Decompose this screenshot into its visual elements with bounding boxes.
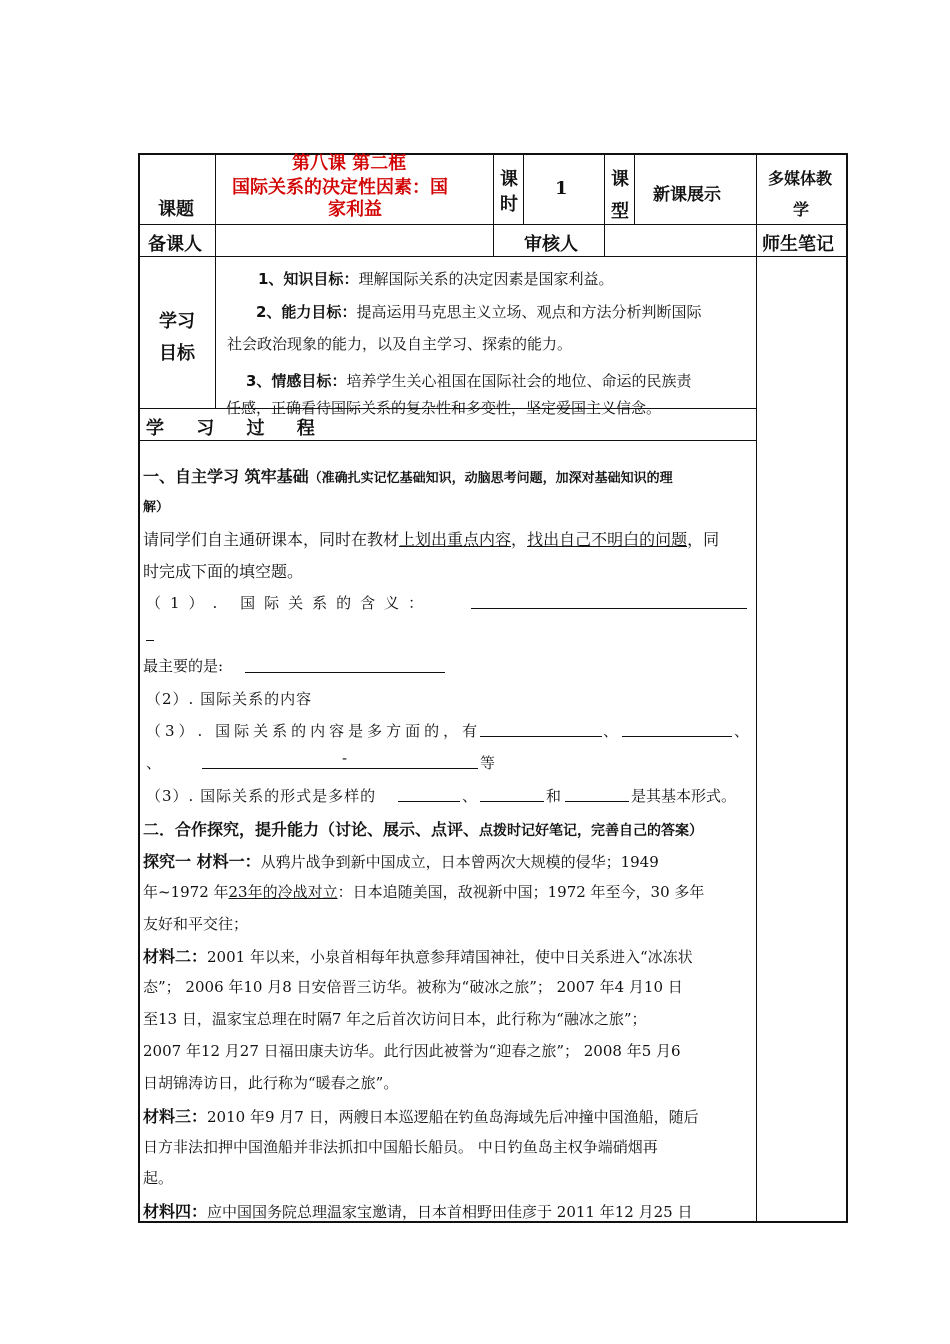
notes-label: 师生笔记	[762, 234, 834, 255]
material1-line2-pre: 年~1972 年	[143, 883, 229, 901]
material2-line4: 2007 年12 月27 日福田康夫访华。此行因此被誉为“迎春之旅”； 2008 年5 月6	[143, 1042, 681, 1060]
reviewer-label: 审核人	[524, 234, 578, 255]
question-1-dash	[146, 630, 154, 641]
rule-title-right	[493, 154, 494, 256]
question-3-blank-3	[202, 768, 478, 769]
instruction-line1	[143, 527, 719, 550]
material1-line1	[143, 849, 659, 872]
question-3-dash: -	[342, 749, 348, 767]
question-1-blank	[471, 608, 747, 609]
question-3-blank-1	[480, 736, 602, 737]
instruction-post: ，同	[687, 530, 720, 549]
instruction-line2: 时完成下面的填空题。	[143, 562, 304, 581]
objective-emotion	[246, 370, 691, 391]
material4-label: 材料四：	[143, 1202, 208, 1221]
objective-emotion-label: 3、情感目标：	[246, 372, 347, 390]
question-4-blank-1	[398, 801, 460, 802]
question-4-sep-1: 、	[462, 787, 478, 805]
process-heading	[146, 414, 328, 440]
rule-under-preparer	[139, 256, 847, 257]
question-3-blank-2	[622, 736, 732, 737]
objective-emotion-line2: 任感，正确看待国际关系的复杂性和多变性，坚定爱国主义信念。	[226, 399, 662, 417]
hours-label-1: 课	[500, 169, 518, 190]
media-line2: 学	[793, 200, 810, 219]
question-2: （2）. 国际关系的内容	[146, 690, 313, 708]
question-1: （1）. 国际关系的含义：	[146, 594, 433, 612]
lesson-title-line2: 国际关系的决定性因素：国	[232, 177, 448, 198]
material1-line2-post: ：日本追随美国，敌视新中国；1972 年至今，30 多年	[337, 883, 705, 901]
material2-line5: 日胡锦涛访日，此行称为“暖春之旅”。	[143, 1074, 399, 1092]
material2-label: 材料二：	[143, 947, 208, 966]
rule-hours-label-right	[523, 154, 524, 224]
objectives-label-line1: 学习	[159, 311, 195, 332]
question-3-sep-2: 、	[734, 722, 750, 740]
question-3-etc: 等	[480, 754, 496, 772]
objective-knowledge-label: 1、知识目标：	[258, 270, 359, 288]
objective-ability-line2: 社会政治现象的能力，以及自主学习、探索的能力。	[227, 335, 573, 353]
section2-small: 点拨时记好笔记，完善自己的答案）	[479, 823, 704, 839]
question-3: （3）. 国际关系的内容是多方面的，有	[146, 722, 482, 740]
material1-text-1: 从鸦片战争到新中国成立，日本曾两次大规模的侵华；1949	[260, 853, 659, 871]
objective-emotion-text-1: 培养学生关心祖国在国际社会的地位、命运的民族责	[346, 372, 692, 390]
question-1-main-label: 最主要的是:	[143, 657, 224, 675]
section1-title: 一、自主学习 筑牢基础	[143, 467, 309, 486]
section1-note: （准确扎实记忆基础知识，动脑思考问题，加深对基础知识的理	[308, 471, 673, 486]
objective-emotion-line2-clip	[216, 397, 756, 417]
material4-line1	[143, 1199, 692, 1222]
instruction-pre: 请同学们自主通研课本，同时	[143, 530, 352, 549]
material3-label: 材料三：	[143, 1107, 208, 1126]
process-heading-text: 学 习 过 程	[146, 418, 328, 439]
question-4-blank-3	[565, 801, 629, 802]
objective-knowledge	[258, 268, 613, 289]
section2-title-line	[143, 817, 703, 840]
objective-ability-text-1: 提高运用马克思主义立场、观点和方法分析判断国际	[356, 303, 702, 321]
lesson-title-line1: 第八课 第二框	[292, 153, 407, 174]
question-4-blank-2	[480, 801, 544, 802]
material4-text-1: 应中国国务院总理温家宝邀请，日本首相野田佳彦于 2011 年12 月25 日	[207, 1203, 693, 1221]
material3-line2: 日方非法扣押中国渔船并非法抓扣中国船长船员。 中日钓鱼岛主权争端硝烟再	[143, 1138, 658, 1156]
material3-line1	[143, 1104, 699, 1127]
instruction-underline-1: 上划出重点内容	[399, 530, 512, 549]
material1-line2	[143, 881, 704, 902]
rule-under-process-heading	[139, 440, 757, 441]
rule-type-label-right	[634, 154, 635, 224]
explore-label: 探究一 材料一：	[143, 852, 261, 871]
section1-title-line	[143, 464, 673, 487]
objective-ability-label: 2、能力目标：	[256, 303, 357, 321]
material2-line3: 至13 日，温家宝总理在时隔7 年之后首次访问日本，此行称为“融冰之旅”；	[143, 1010, 647, 1028]
section1-note-line2: 解）	[143, 500, 170, 515]
question-4-post: 是其基本形式。	[631, 787, 737, 805]
question-3-line2-lead: 、	[146, 754, 162, 772]
material2-text-1: 2001 年以来，小泉首相每年执意参拜靖国神社，使中日关系进入“冰冻状	[207, 948, 693, 966]
instruction-mid: 在教材	[351, 530, 400, 549]
media-line1: 多媒体教	[768, 169, 833, 188]
rule-label-column	[215, 154, 216, 408]
material2-line2: 态”； 2006 年10 月8 日安倍晋三访华。被称为“破冰之旅”； 2007 年4 月10 日	[143, 978, 683, 996]
rule-hours-value-right	[604, 154, 605, 256]
type-value: 新课展示	[653, 185, 721, 205]
topic-label: 课题	[158, 199, 194, 220]
material2-line1	[143, 944, 693, 967]
material3-line3: 起。	[143, 1169, 174, 1187]
rule-notes-column	[756, 154, 757, 1222]
objectives-label-line2: 目标	[159, 343, 195, 364]
question-3-sep-1: 、	[603, 722, 619, 740]
objective-knowledge-text: 理解国际关系的决定因素是国家利益。	[358, 270, 614, 288]
instruction-underline-2: 找出自己不明白的问题	[527, 530, 688, 549]
material3-text-1: 2010 年9 月7 日，两艘日本巡逻船在钓鱼岛海域先后冲撞中国渔船，随后	[207, 1108, 699, 1126]
hours-label-2: 时	[500, 194, 518, 215]
material1-line2-underline: 23年的冷战对立	[228, 883, 338, 901]
preparer-label: 备课人	[148, 234, 202, 255]
question-4-and: 和	[546, 787, 562, 805]
material1-line3: 友好和平交往；	[143, 915, 249, 933]
type-label-2: 型	[611, 201, 629, 222]
objective-ability	[256, 301, 701, 322]
lesson-title-line3: 家利益	[328, 199, 382, 220]
instruction-comma: ，	[511, 530, 528, 549]
section2-title: 二．合作探究，提升能力（讨论、展示、点评、	[143, 820, 480, 839]
question-4: （3）. 国际关系的形式是多样的	[146, 787, 377, 805]
type-label-1: 课	[611, 169, 629, 190]
question-1-main-blank	[245, 672, 445, 673]
hours-value: 1	[555, 178, 568, 199]
